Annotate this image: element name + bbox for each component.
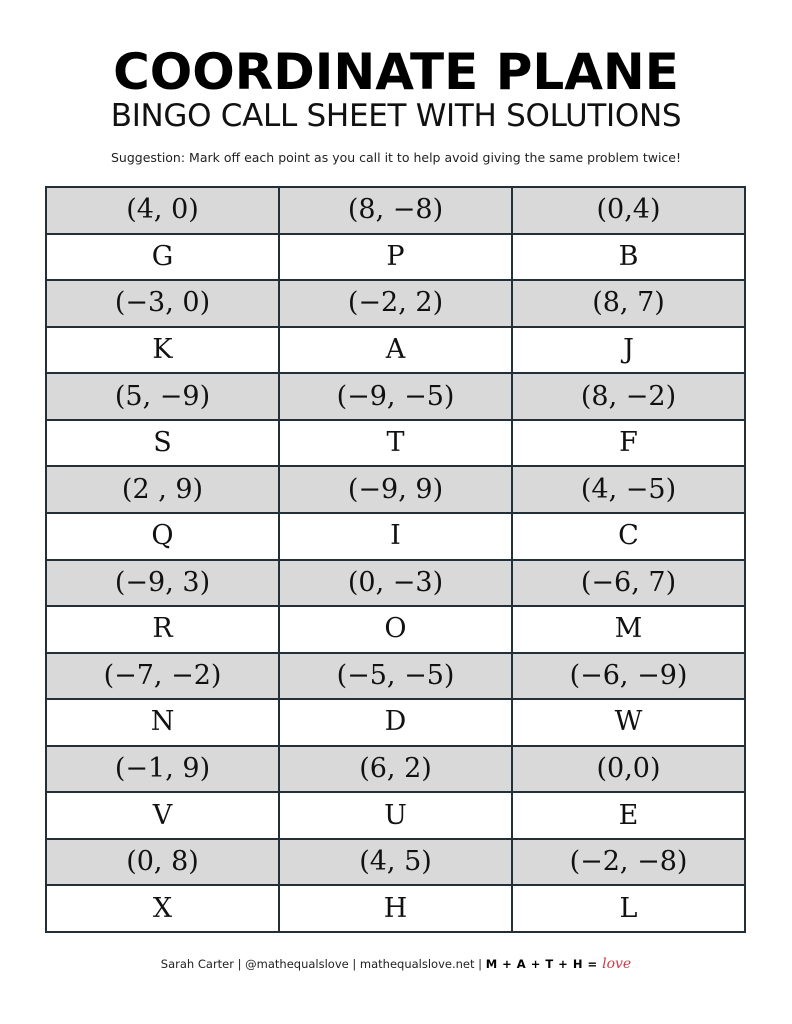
page-subtitle: BINGO CALL SHEET WITH SOLUTIONS	[110, 98, 682, 134]
letter-cell: L	[512, 885, 745, 932]
letter-row	[46, 327, 745, 374]
math-love-logo: M + A + T + H =	[485, 957, 603, 971]
letter-cell: H	[279, 885, 512, 932]
coordinate-cell: (−1, 9)	[46, 746, 279, 793]
letter-row	[46, 699, 745, 746]
point-row	[46, 466, 745, 513]
letter-cell: D	[279, 699, 512, 746]
letter-cell: W	[512, 699, 745, 746]
letter-row	[46, 606, 745, 653]
coordinate-cell: (4, 0)	[46, 187, 279, 234]
point-row	[46, 653, 745, 700]
footer-separator: |	[474, 957, 486, 971]
point-row	[46, 187, 745, 234]
coordinate-cell: (4, 5)	[279, 839, 512, 886]
letter-row	[46, 792, 745, 839]
suggestion-text: Suggestion: Mark off each point as you call it to help avoid giving the same problem twice!	[110, 150, 682, 165]
coordinate-cell: (−7, −2)	[46, 653, 279, 700]
letter-cell: N	[46, 699, 279, 746]
coordinate-cell: (−9, −5)	[279, 373, 512, 420]
call-sheet-table	[45, 186, 746, 933]
coordinate-cell: (0,0)	[512, 746, 745, 793]
coordinate-cell: (−2, 2)	[279, 280, 512, 327]
coordinate-cell: (8, −2)	[512, 373, 745, 420]
letter-cell: E	[512, 792, 745, 839]
footer-website: mathequalslove.net	[359, 957, 475, 971]
letter-cell: X	[46, 885, 279, 932]
page-title: COORDINATE PLANE	[113, 43, 679, 101]
letter-cell: R	[46, 606, 279, 653]
letter-cell: C	[512, 513, 745, 560]
coordinate-cell: (−6, −9)	[512, 653, 745, 700]
letter-cell: U	[279, 792, 512, 839]
coordinate-cell: (5, −9)	[46, 373, 279, 420]
coordinate-cell: (4, −5)	[512, 466, 745, 513]
coordinate-cell: (8, −8)	[279, 187, 512, 234]
letter-cell: J	[512, 327, 745, 374]
coordinate-cell: (−3, 0)	[46, 280, 279, 327]
footer-author: Sarah Carter	[160, 957, 234, 971]
coordinate-cell: (8, 7)	[512, 280, 745, 327]
letter-cell: K	[46, 327, 279, 374]
letter-cell: B	[512, 234, 745, 281]
letter-row	[46, 513, 745, 560]
letter-cell: S	[46, 420, 279, 467]
coordinate-cell: (−5, −5)	[279, 653, 512, 700]
coordinate-cell: (0, 8)	[46, 839, 279, 886]
point-row	[46, 373, 745, 420]
coordinate-cell: (−6, 7)	[512, 560, 745, 607]
coordinate-cell: (2 , 9)	[46, 466, 279, 513]
footer-separator: |	[233, 957, 246, 971]
letter-cell: Q	[46, 513, 279, 560]
coordinate-cell: (−2, −8)	[512, 839, 745, 886]
letter-cell: I	[279, 513, 512, 560]
footer-handle: @mathequalslove	[245, 957, 349, 971]
coordinate-cell: (0, −3)	[279, 560, 512, 607]
letter-cell: G	[46, 234, 279, 281]
coordinate-cell: (0,4)	[512, 187, 745, 234]
coordinate-cell: (6, 2)	[279, 746, 512, 793]
footer	[0, 956, 792, 972]
letter-cell: T	[279, 420, 512, 467]
coordinate-cell: (−9, 9)	[279, 466, 512, 513]
letter-row	[46, 885, 745, 932]
love-script-logo: love	[602, 956, 632, 972]
letter-cell: V	[46, 792, 279, 839]
point-row	[46, 746, 745, 793]
point-row	[46, 560, 745, 607]
letter-row	[46, 234, 745, 281]
letter-cell: A	[279, 327, 512, 374]
letter-cell: M	[512, 606, 745, 653]
letter-row	[46, 420, 745, 467]
letter-cell: P	[279, 234, 512, 281]
footer-separator: |	[348, 957, 360, 971]
coordinate-cell: (−9, 3)	[46, 560, 279, 607]
point-row	[46, 280, 745, 327]
letter-cell: F	[512, 420, 745, 467]
letter-cell: O	[279, 606, 512, 653]
point-row	[46, 839, 745, 886]
